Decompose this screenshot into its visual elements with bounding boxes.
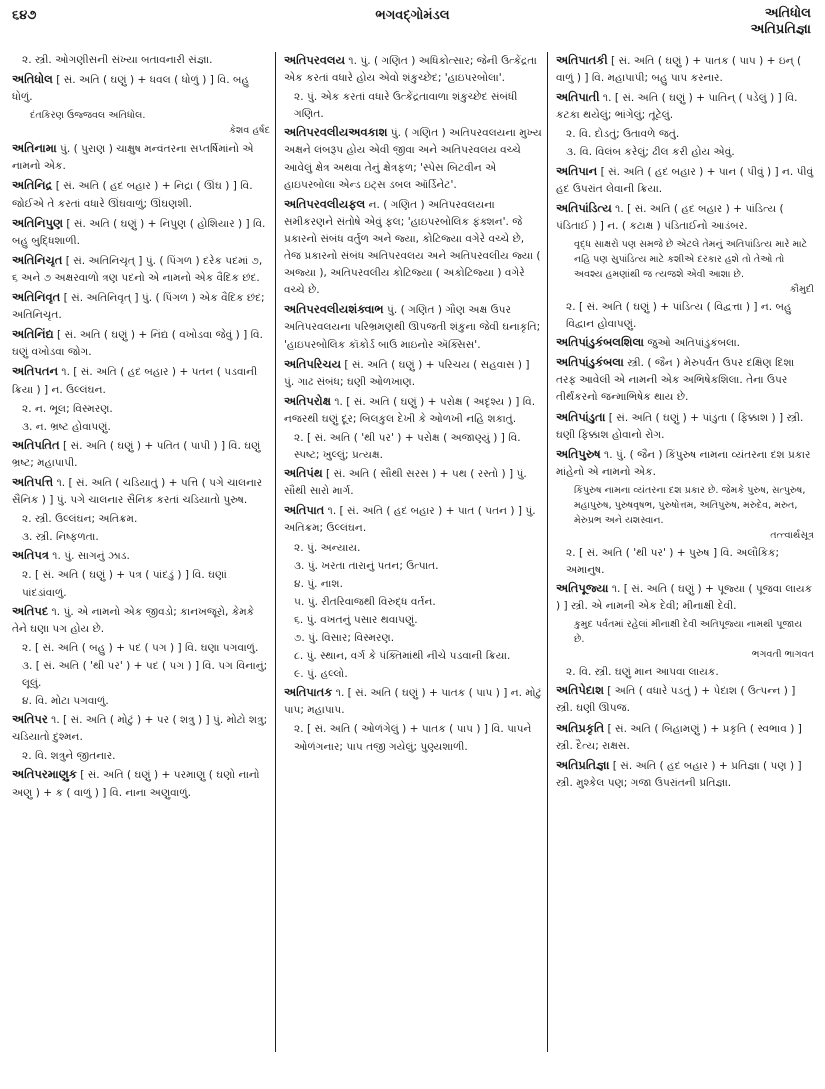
entry-definition: ૨. સ્ત્રી. ઓગણીસની સંખ્યા બતાવનારી સંજ્ઞા. (22, 54, 213, 66)
entry-headword: અતિપાત (284, 503, 325, 518)
entry-definition: પું. ( પુરાણ ) ચાક્ષુષ મન્વંતરના સપ્તર્ષિમાંનો એ નામનો એક. (12, 143, 254, 173)
dictionary-entry (556, 446, 814, 481)
sense-definition: ૨. પું. અન્યાય. (294, 541, 361, 554)
dictionary-entry (12, 603, 270, 638)
column-3 (556, 52, 814, 1082)
sense-definition: ૭. પું. વિસાર; વિસ્મરણ. (294, 632, 395, 644)
entry-definition: [ સં. અતિ ( ઘણું ) + પાંડુતા ( ફિક્કાશ ) ] સ્ત્રી. ઘણી ફિક્કાશ હોવાનો રોગ. (556, 411, 804, 441)
entry-headword: અતિપરિચય (284, 356, 341, 371)
citation-source: કેશવ હર્ષદ (229, 125, 270, 137)
entry-definition: પું. ( ગણિત ) અતિપરવલયના મુખ્ય અક્ષને લંબરૂપ હોય એવી જીવા અને અતિપરવલય વચ્ચે આવેલું ક્ષેત્ર અથવા તેનું ક્ષેત્રફળ; 'સ્પેસ બિટવીન એ હાઇપરબોલા એન્ડ ઇટ્સ ડબલ ઑર્ડિનેટ'. (284, 127, 542, 191)
dictionary-entry (556, 163, 814, 198)
sense-definition: ૪. પું. નાશ. (294, 577, 343, 590)
entry-definition: [ અતિ ( વધારે પડતું ) + પેદાશ ( ઉત્પન્ન ) ] સ્ત્રી. ઘણી ઊપજ. (556, 685, 796, 715)
entry-headword: અતિપદ (12, 603, 49, 618)
entry-definition: ૧. [ સં. અતિ ( ઘણું ) + પરોક્ષ ( અદૃશ્ય ) ] વિ. નજરથી ઘણું દૂર; બિલકુલ દેખી કે ઓળખી નહિ શકાતું. (284, 395, 536, 425)
entry-definition: [ સં. અતિ ( હદ બહાર ) + નિદ્રા ( ઊંઘ ) ] વિ. જોઈએ તે કરતાં વધારે ઊંઘવાળું; ઊંઘણશી. (12, 180, 253, 210)
dictionary-entry (556, 580, 814, 615)
entry-headword: અતિપરમાણુક (12, 767, 77, 782)
sense-definition: ૯. પું. હલ્લો. (294, 668, 348, 681)
sense-definition: ૨. [ સં. અતિ ( ઓળંગેલું ) + પાતક ( પાપ ) ] વિ. પાપને ઓળંગનાર; પાપ તજી ગયેલું; પુણ્યશાળી. (294, 723, 532, 753)
entry-headword: અતિપ્રકૃતિ (556, 720, 605, 735)
dictionary-entry (12, 547, 270, 565)
dictionary-entry (556, 720, 814, 755)
citation-quote: દંતકિરણ ઉજ્જવલ અતિધોલ. (30, 110, 146, 122)
dictionary-entry (284, 196, 542, 300)
sense-definition: ૨. [ સં. અતિ ( ઘણું ) + પાંડિત્ય ( વિદ્વત્તા ) ] ન. બહુ વિદ્વાન હોવાપણું. (566, 300, 792, 331)
entry-headword: અતિપરોક્ષ (284, 393, 331, 408)
citation-source: કૌમુદી (789, 283, 814, 295)
sense-definition: ૨. સ્ત્રી. ઉલ્લંઘન; અતિક્રમ. (22, 513, 138, 526)
dictionary-entry (556, 334, 814, 352)
dictionary-entry (12, 140, 270, 175)
citation-quote: કિંપુરુષ નામના વ્યંતરના દશ પ્રકાર છે. જેમકે પુરુષ, સત્પુરુષ, મહાપુરુષ, પુરુષવૃષભ, પુરુષોત્તમ, અતિપુરુષ, મરુદેવ, મરુત, મેરુપ્રભ અને યશસ્વાન. (574, 484, 806, 526)
entry-headword: અતિનિવૃત (12, 290, 61, 305)
entry-definition: [ સં. અતિનિવૃત્ ] પું. ( પિંગળ ) એક વૈદિક છંદ; અતિનિચૃત. (12, 292, 265, 322)
citation-quote: કુમુદ પર્વતમાં રહેલાં મીનાક્ષી દેવી અતિપૂજ્યા નામથી પૂજાય છે. (574, 619, 803, 646)
entry-definition: [ સં. અતિ ( ઘણું ) + નિંદ્ય ( વખોડવા જેવું ) ] વિ. ઘણું વખોડવા જોગ. (12, 329, 263, 359)
dictionary-entry (284, 356, 542, 391)
entry-headword: અતિપતિત (12, 437, 60, 452)
dictionary-entry (556, 200, 814, 235)
entry-definition: [ સં. અતિનિચૃત્ ] પું. ( પિંગળ ) દરેક પદમાં ૭, ૬ અને ૭ અક્ષરવાળો ત્રણ પદનો એ નામનો એક વૈદિક છંદ. (12, 254, 263, 284)
dictionary-entry (556, 354, 814, 406)
dictionary-entry (284, 502, 542, 537)
entry-definition: [ સં. અતિ ( હદ બહાર ) + પ્રતિજ્ઞા ( પણ ) ] સ્ત્રી. મુશ્કેલ પણ; ગજા ઉપરાંતની પ્રતિજ્ઞા. (556, 759, 802, 789)
sense-definition: ૩. સ્ત્રી. નિષ્ફળતા. (22, 531, 99, 544)
entry-headword: અતિપરવલીયઅવકાશ (284, 125, 388, 140)
guide-words (751, 6, 811, 38)
dictionary-entry (12, 289, 270, 324)
entry-headword: અતિધોલ (12, 72, 53, 87)
entry-headword: અતિપૂજ્યા (556, 581, 609, 596)
citation-source: ભગવતી ભાગવત (751, 649, 814, 661)
entry-headword: અતિપતન (12, 364, 59, 379)
entry-definition: સ્ત્રી. ( જૈન ) મેરુપર્વત ઉપર દક્ષિણ દિશા તરફ આવેલી એ નામની એક અભિષેકશિલા. તેના ઉપર તીર્થંકરનો જન્માભિષેક થાય છે. (556, 357, 795, 404)
page-number: ૬૪૭ (12, 8, 37, 23)
entry-headword: અતિનિદ્ર (12, 178, 53, 193)
sense-definition: ૨. [ સં. અતિ ( ઘણું ) + પત્ર ( પાંદડું ) ] વિ. ઘણાં પાંદડાંવાળું. (22, 569, 227, 599)
entry-headword: અતિપરવલય (284, 53, 346, 67)
dictionary-entry (284, 684, 542, 719)
page-header (0, 0, 825, 46)
entry-definition: ૧. પું. સાગનું ઝાડ. (48, 550, 130, 563)
dictionary-entry (12, 71, 270, 106)
entry-headword: અતિપેદાશ (556, 683, 604, 698)
entry-headword: અતિપુરુષ (556, 446, 601, 461)
sense-definition: ૩. પું. ખરતા તારાનું પતન; ઉત્પાત. (294, 559, 439, 572)
entry-headword: અતિનિચૃત (12, 252, 63, 267)
dictionary-entry (12, 177, 270, 212)
dictionary-entry (12, 252, 270, 287)
citation-source: તત્ત્વાર્થસૂત્ર (770, 529, 814, 541)
entry-definition: ૧. [ સં. અતિ ( મોટું ) + પર ( શત્રુ ) ] પું. મોટો શત્રુ; ચડિયાતો દુશ્મન. (12, 714, 268, 744)
sense-definition: ૨. [ સં. અતિ ( 'થી પર' ) + પુરુષ ] વિ. અલૌકિક; અમાનુષ. (566, 546, 780, 576)
dictionary-entry (284, 124, 542, 193)
entry-definition: જુઓ અતિપાંડુકંબલા. (643, 337, 741, 350)
guide-word-first: અતિધોલ (764, 6, 811, 21)
dictionary-columns (0, 52, 825, 1082)
dictionary-entry (12, 52, 270, 69)
entry-headword: અતિનિપુણ (12, 215, 64, 230)
sense-definition: ૨. [ સં. અતિ ( બહુ ) + પદ ( પગ ) ] વિ. ઘણા પગવાળું. (22, 641, 259, 654)
dictionary-entry (556, 89, 814, 124)
sense-definition: ૨. વિ. સ્ત્રી. ઘણું માન આપવા લાયક. (566, 666, 719, 679)
dictionary-entry (284, 52, 542, 87)
sense-definition: ૬. પું. વખતનું પસાર થવાપણું. (294, 613, 418, 626)
citation-quote: વૃદ્ધ સાક્ષરો પણ સમજે છે એટલે તેમનું અતિપાંડિત્ય મારે માટે નહિ પણ સુપાંડિત્ય માટે કશીએ દરકાર હશે તો તેઓ તો અવશ્ય હમણાંથી જ ત્યજશે એવી આશા છે. (574, 238, 808, 280)
entry-headword: અતિપાતકી (556, 53, 608, 67)
entry-definition: ૧. [ સં. અતિ ( ઘણું ) + પૂજ્યા ( પૂજવા લાયક ) ] સ્ત્રી. એ નામની એક દેવી; મીનાક્ષી દેવી. (556, 583, 813, 613)
guide-word-last: અતિપ્રતિજ્ઞા (750, 22, 811, 37)
entry-definition: [ સં. અતિ ( ઘણું ) + પરિચય ( સહવાસ ) ] પું. ગાઢ સંબંધ; ઘણી ઓળખાણ. (284, 358, 530, 388)
entry-headword: અતિપાતી (556, 90, 600, 105)
entry-headword: અતિપર (12, 712, 48, 727)
dictionary-entry (12, 474, 270, 509)
dictionary-entry (12, 363, 270, 398)
entry-definition: ન. ( ગણિત ) અતિપરવલયના સમીકરણને સંતોષે એવું ફલ; 'હાઇપરબોલિક ફંક્શન'. જે પ્રકારનો સંબંધ વર્તુળ અને જ્યા, કોટિજ્યા વગેરે વચ્ચે છે, તેજ પ્રકારનો સંબંધ અતિપરવલય અને અતિપરવલીય જ્યા ( અજ્યા ), અતિપરવલીય કોટિજ્યા ( અકોટિજ્યા ) વગેરે વચ્ચે છે. (284, 198, 541, 297)
entry-definition: ૧. [ સં. અતિ ( ઘણું ) + પાતક ( પાપ ) ] ન. મોટું પાપ; મહાપાપ. (284, 687, 542, 717)
entry-headword: અતિનિંદ્ય (12, 327, 54, 342)
entry-definition: ૧. પું. ( જૈન ) કિંપુરુષ નામના વ્યંતરના દશ પ્રકાર માંહેનો એ નામનો એક. (556, 448, 811, 478)
entry-definition: [ સં. અતિ ( ઘણું ) + પરમાણુ ( ઘણો નાનો અણુ ) + ક ( વાળું ) ] વિ. નાના અણુવાળું. (12, 769, 260, 799)
entry-headword: અતિપાંડુતા (556, 409, 606, 424)
entry-definition: [ સં. અતિ ( ઘણું ) + પતિત ( પાપી ) ] વિ. ઘણું ભ્રષ્ટ; મહાપાપી. (12, 439, 261, 469)
dictionary-entry (284, 465, 542, 500)
dictionary-entry (556, 757, 814, 792)
dictionary-entry (284, 301, 542, 353)
dictionary-entry (12, 326, 270, 361)
sense-definition: ૨. પું. એક કરતાં વધારે ઉત્કેંદ્રતાવાળા શંકુચ્છેદ સંબંધી ગણિત. (294, 91, 518, 121)
sense-definition: ૨. વિ. દોડતું; ઉતાવળે જતું. (566, 128, 680, 141)
entry-definition: [ સં. અતિ ( હદ બહાર ) + પાન ( પીવું ) ] ન. પીવું હદ ઉપરાંત લેવાની ક્રિયા. (556, 165, 814, 195)
sense-definition: ૪. વિ. મોટા પગવાળું. (22, 695, 109, 708)
column-2 (284, 52, 542, 1082)
entry-headword: અતિપરવલીયફલ (284, 196, 366, 211)
entry-definition: પું. ( ગણિત ) ગૌણ અક્ષ ઉપર અતિપરવલયના પરિભ્રમણથી ઊપજતી શંકુના જેવી ઘનાકૃતિ; 'હાઇપરબોલિક કૉકોર્ડ બાઉ માઇનોર ઍક્સિસ'. (284, 304, 541, 351)
running-title: ભગવદ્ગોમંડલ (375, 8, 450, 23)
sense-definition: ૩. [ સં. અતિ ( 'થી પર' ) + પદ ( પગ ) ] વિ. પગ વિનાનું; લૂલું. (22, 659, 268, 689)
entry-definition: ૧. [ સં. અતિ ( હદ બહાર ) + પાત ( પતન ) ] પું. અતિક્રમ; ઉલ્લંઘન. (284, 505, 536, 535)
sense-definition: ૩. ન. ભ્રષ્ટ હોવાપણું. (22, 420, 111, 433)
sense-definition: ૩. વિ. વિલંબ કરેલું; ઢીલ કરી હોય એવું. (566, 146, 735, 159)
entry-headword: અતિનામા (12, 141, 57, 156)
entry-headword: અતિપાતક (284, 685, 333, 700)
sense-definition: ૨. વિ. શત્રુને જીતનાર. (22, 750, 116, 763)
entry-headword: અતિપાંડિત્ય (556, 200, 612, 215)
dictionary-entry (556, 52, 814, 87)
entry-definition: ૧. [ સં. અતિ ( ચડિયાતું ) + પત્તિ ( પગે ચાલનાર સૈનિક ) ] પું. પગે ચાલનાર સૈનિક કરતાં ચડિયાતો પુરુષ. (12, 476, 263, 507)
entry-headword: અતિપત્તિ (12, 474, 54, 489)
dictionary-entry (556, 682, 814, 717)
dictionary-entry (12, 766, 270, 801)
entry-headword: અતિપ્રતિજ્ઞા (556, 757, 610, 772)
entry-definition: [ સં. અતિ ( ઘણું ) + પાતક ( પાપ ) + ઇન્ ( વાળું ) ] વિ. મહાપાપી; બહુ પાપ કરનાર. (556, 55, 802, 85)
entry-definition: [ સં. અતિ ( ઘણું ) + નિપુણ ( હોશિયાર ) ] વિ. બહુ બુદ્ધિશાળી. (12, 217, 266, 247)
entry-definition: [ સં. અતિ ( ઘણું ) + ધવલ ( ધોળું ) ] વિ. બહુ ધોળું. (12, 74, 249, 104)
entry-headword: અતિપાંડુકંબલશિલા (556, 335, 644, 350)
entry-definition: ૧. [ સં. અતિ ( હદ બહાર ) + પતન ( પડવાની ક્રિયા ) ] ન. ઉલ્લંઘન. (12, 366, 258, 396)
entry-headword: અતિપરવલીયશંક્વાભ (284, 302, 384, 317)
column-1 (12, 52, 270, 1082)
entry-headword: અતિપાન (556, 163, 598, 178)
dictionary-entry (12, 215, 270, 250)
dictionary-entry (284, 393, 542, 428)
entry-headword: અતિપંથ (284, 466, 323, 481)
entry-definition: ૧. પું. એ નામનો એક જીવડો; કાનખજૂરો, કેમકે તેને ઘણા પગ હોય છે. (12, 605, 255, 635)
sense-definition: ૨. ન. ભૂલ; વિસ્મરણ. (22, 402, 113, 415)
sense-definition: ૨. [ સં. અતિ ( 'થી પર' ) + પરોક્ષ ( અજાણ્યું ) ] વિ. સ્પષ્ટ; ખુલ્લું; પ્રત્યક્ષ. (294, 431, 521, 462)
entry-headword: અતિપાંડુકંબલા (556, 355, 624, 370)
entry-definition: ૧. પું. ( ગણિત ) અધિકોત્સાર; જેની ઉત્કેંદ્રતા એક કરતાં વધારે હોય એવો શંકુચ્છેદ; 'હાઇપરબોલા'. (284, 55, 537, 85)
dictionary-entry (12, 711, 270, 746)
entry-definition: [ સં. અતિ ( સૌથી સરસ ) + પથ ( રસ્તો ) ] પું. સૌથી સારો માર્ગ. (284, 468, 527, 498)
sense-definition: ૮. પું. સ્થાન, વર્ગ કે પંક્તિમાંથી નીચે પડવાની ક્રિયા. (294, 650, 511, 663)
entry-definition: ૧. [ સં. અતિ ( ઘણું ) + પાતિન્ ( પડેલું ) ] વિ. કટકા થયેલું; ભાંગેલું; તૂટેલું. (556, 92, 798, 122)
entry-headword: અતિપત્ર (12, 548, 49, 563)
entry-definition: ૧. [ સં. અતિ ( હદ બહાર ) + પાંડિત્ય ( પંડિતાઈ ) ] ન. ( કટાક્ષ ) પંડિતાઈનો આડંબર. (556, 202, 784, 232)
sense-definition: ૫. પું. રીતરિવાજથી વિરુદ્ધ વર્તન. (294, 595, 436, 608)
entry-definition: [ સં. અતિ ( બિહામણું ) + પ્રકૃતિ ( સ્વભાવ ) ] સ્ત્રી. દૈત્ય; રાક્ષસ. (556, 722, 802, 752)
dictionary-entry (12, 437, 270, 472)
dictionary-entry (556, 409, 814, 444)
